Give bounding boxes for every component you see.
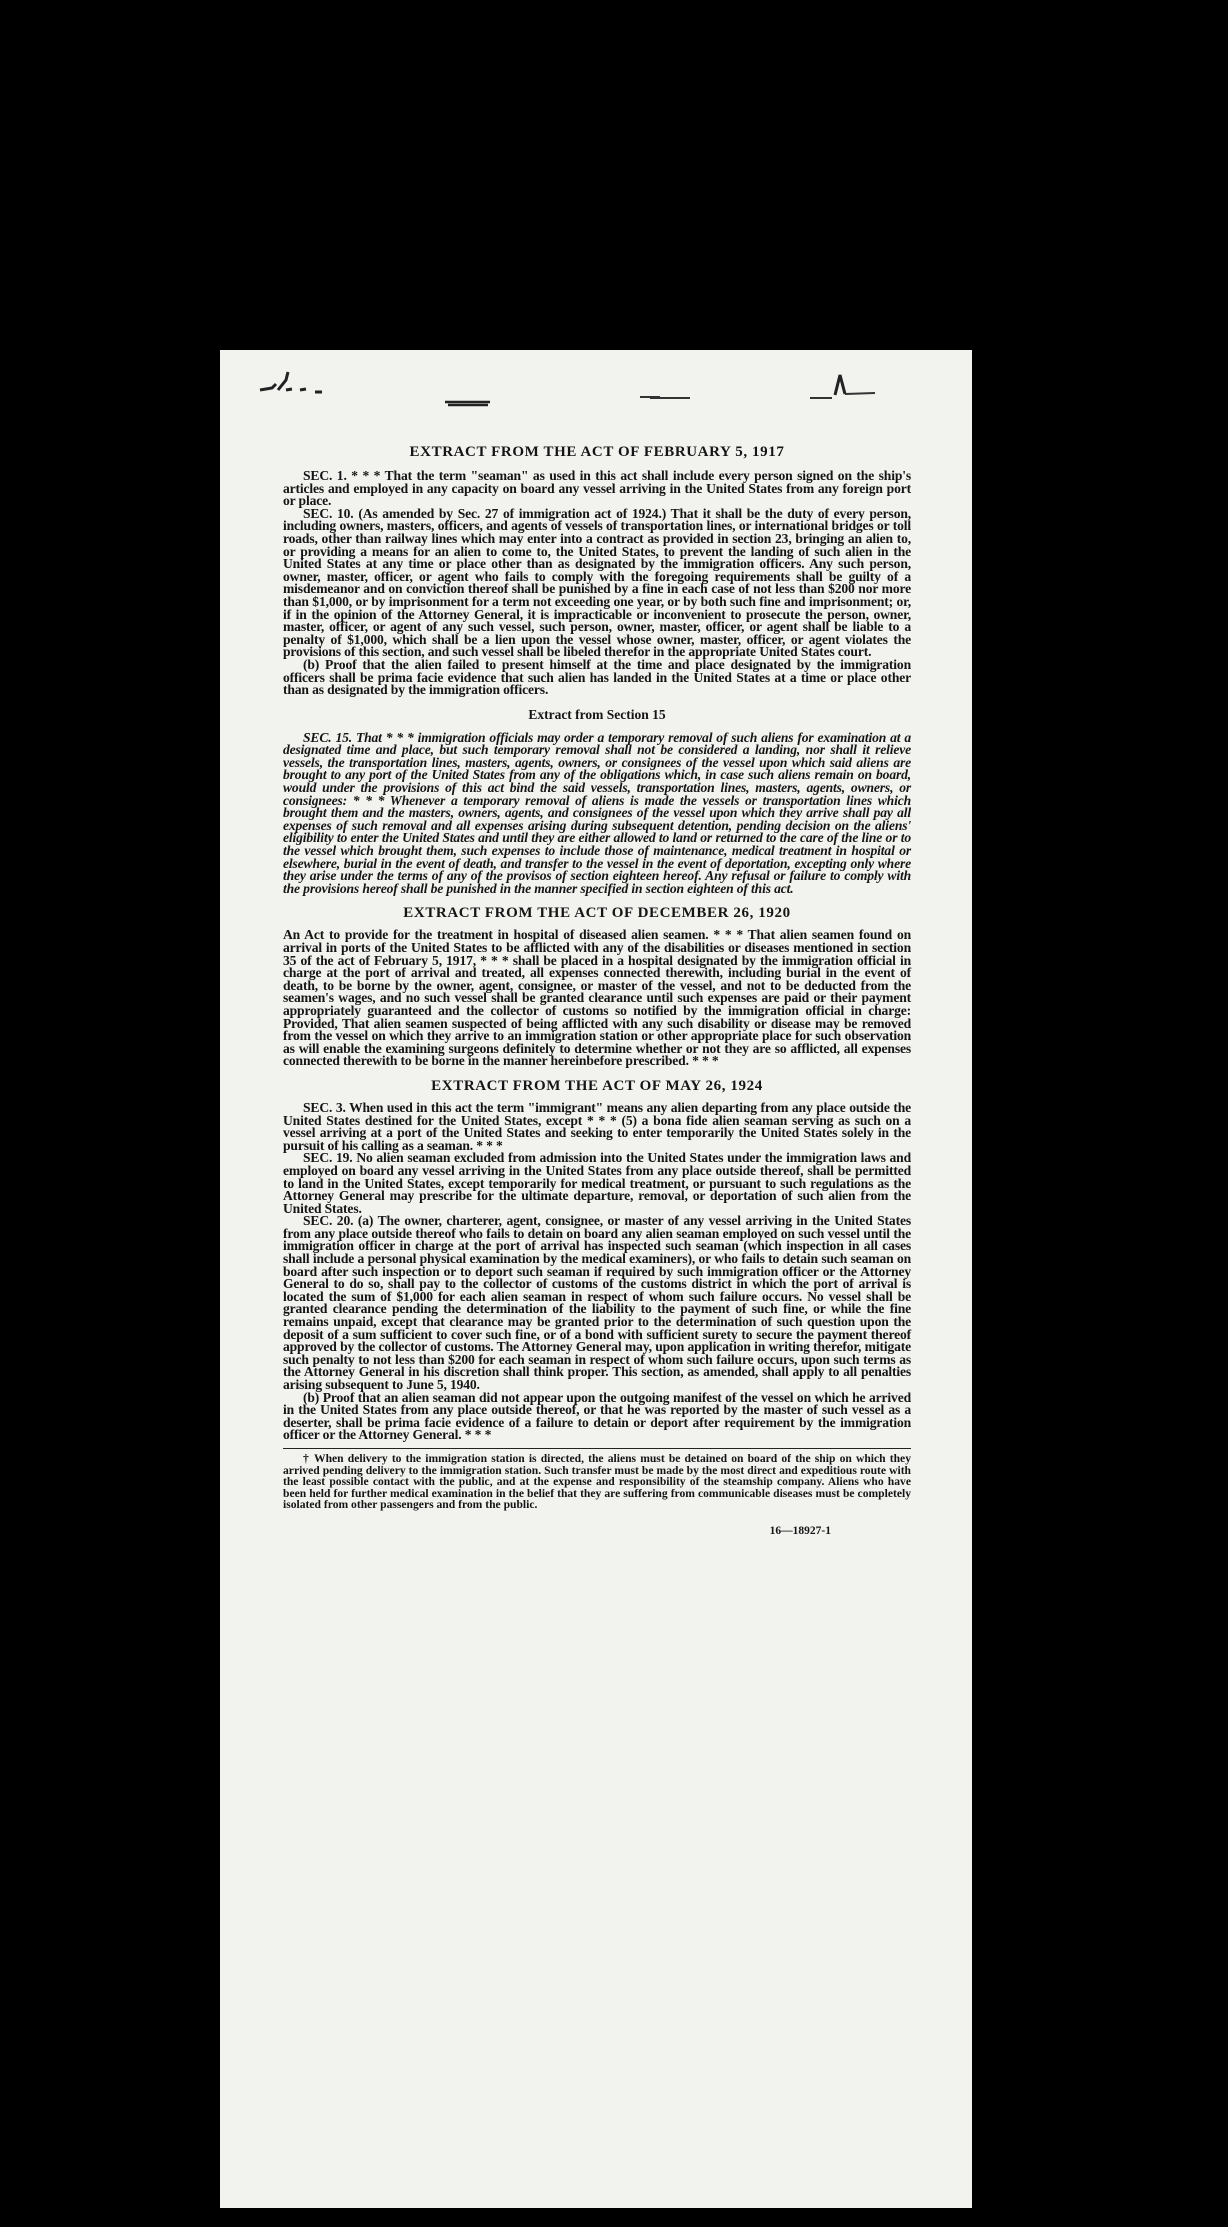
- title-act-1920: EXTRACT FROM THE ACT OF DECEMBER 26, 1920: [403, 905, 791, 922]
- title-act-1917: EXTRACT FROM THE ACT OF FEBRUARY 5, 1917: [409, 444, 785, 460]
- paragraph-sec-20-b: (b) Proof that an alien seaman did not appear upon the outgoing manifest of the vessel on which he arrived in the United States from any place outside thereof, or that he was reported by the master of such vessel as a deserter, shall be prima facie evidence of a failure to detain or deport after requirement by the immigration officer or the Attorney General. * * *: [283, 1389, 911, 1443]
- header-scan-marks: [220, 350, 972, 420]
- paragraph-act-1920: An Act to provide for the treatment in hospital of diseased alien seamen. * * * That alien seamen found on arrival in ports of the United States to be afflicted with any of the disabilities or diseases mentioned in section 35 of the act of February 5, 1917, * * * shall be placed in a hospital designated by the immigration official in charge at the port of arrival and treated, all expenses connected therewith, including burial in the event of death, to be borne by the owner, agent, consignee, or master of the vessel, and not to be deducted from the seamen's wages, and no such vessel shall be granted clearance until such expenses are paid or their payment appropriately guaranteed and the collector of customs so notified by the immigration official in charge: Provided, That alien seamen suspected of being afflicted with any such disability or disease may be removed from the vessel on which they arrive to an immigration station or other appropriate place for such observation as will enable the examining surgeons definitely to determine whether or not they are so afflicted, all expenses connected therewith to be borne in the manner hereinbefore prescribed. * * *: [283, 927, 911, 1069]
- paragraph-sec-10-b: (b) Proof that the alien failed to present himself at the time and place designated by the immigration officers shall be prima facie evidence that such alien has landed in the United States at a time or place other than as designated by the immigration officers.: [283, 656, 911, 698]
- paragraph-sec-19: SEC. 19. No alien seaman excluded from admission into the United States under the immigration laws and employed on board any vessel arriving in the United States from any place outside thereof, shall be permitted to land in the United States, except temporarily for medical treatment, or pursuant to such regulations as the Attorney General may prescribe for the ultimate departure, removal, or deportation of such alien from the United States.: [283, 1150, 911, 1216]
- paragraph-sec-1: SEC. 1. * * * That the term "seaman" as used in this act shall include every person signed on the ship's articles and employed in any capacity on board any vessel arriving in the United States from any foreign port or place.: [283, 468, 911, 509]
- title-act-1924: EXTRACT FROM THE ACT OF MAY 26, 1924: [431, 1077, 763, 1094]
- subtitle-section-15: Extract from Section 15: [528, 706, 666, 722]
- footnote: † When delivery to the immigration station is directed, the aliens must be detained on board of the ship on which they arrived pending delivery to the immigration station. Such transfer must be made by the most direct and expeditious route with the least possible contact with the public, and at the expense and responsibility of the steamship company. Aliens who have been held for further medical examination in the belief that they are suffering from communicable diseases must be completely isolated from other passengers and from the public.: [283, 1452, 911, 1512]
- paragraph-sec-15: SEC. 15. That * * * immigration officials may order a temporary removal of such aliens for examination at a designated time and place, but such temporary removal shall not be considered a landing, nor shall it relieve vessels, the transportation lines, masters, agents, owners, or consignees of the vessel upon which said aliens are brought to any port of the United States from any of the obligations which, in case such aliens remain on board, would under the provisions of this act bind the said vessels, transportation lines, masters, agents, owners, or consignees: * * * Whenever a temporary removal of aliens is made the vessels or transportation lines which brought them and the masters, owners, agents, and consignees of the vessel upon which they arrive shall pay all expenses of such removal and all expenses arising during subsequent detention, pending decision on the aliens' eligibility to enter the United States and until they are either allowed to land or returned to the care of the line or to the vessel which brought them, such expenses to include those of maintenance, medical treatment in hospital or elsewhere, burial in the event of death, and transfer to the vessel in the event of deportation, excepting only where they arise under the terms of any of the provisos of section eighteen hereof. Any refusal or failure to comply with the provisions hereof shall be punished in the manner specified in section eighteen of this act.: [283, 729, 911, 896]
- paragraph-sec-20-a: SEC. 20. (a) The owner, charterer, agent, consignee, or master of any vessel arriving in the United States from any place outside thereof who fails to detain on board any alien seaman employed on such vessel until the immigration officer in charge at the port of arrival has inspected such seaman (which inspection in all cases shall include a personal physical examination by the medical examiners), or who fails to detain such seaman on board after such inspection or to deport such seaman if required by such immigration officer or the Attorney General to do so, shall pay to the collector of customs of the customs district in which the port of arrival is located the sum of $1,000 for each alien seaman in respect of whom such failure occurs. No vessel shall be granted clearance pending the determination of the liability to the payment of such fine, or while the fine remains unpaid, except that clearance may be granted prior to the determination of such question upon the deposit of a sum sufficient to cover such fine, or of a bond with sufficient surety to secure the payment thereof approved by the collector of customs. The Attorney General may, upon application in writing therefor, mitigate such penalty to not less than $200 for each seaman in respect of whom such failure occurs, upon such terms as the Attorney General in his discretion shall think proper. This section, as amended, shall apply to all penalties arising subsequent to June 5, 1940.: [283, 1213, 911, 1392]
- document-page: [220, 350, 972, 2208]
- paragraph-sec-3: SEC. 3. When used in this act the term "immigrant" means any alien departing from any place outside the United States destined for the United States, except * * * (5) a bona fide alien seaman serving as such on a vessel arriving at a port of the United States and seeking to enter temporarily the United States solely in the pursuit of his calling as a seaman. * * *: [283, 1099, 911, 1153]
- paragraph-sec-10: SEC. 10. (As amended by Sec. 27 of immigration act of 1924.) That it shall be the duty of every person, including owners, masters, officers, and agents of vessels of transportation lines, or international bridges or toll roads, other than railway lines which may enter into a contract as provided in section 23, bringing an alien to, or providing a means for an alien to come to, the United States, to prevent the landing of such alien in the United States at any time or place other than as designated by the immigration officers. Any such person, owner, master, officer, or agent who fails to comply with the foregoing requirements shall be guilty of a misdemeanor and on conviction thereof shall be punished by a fine in each case of not less than $200 nor more than $1,000, or by imprisonment for a term not exceeding one year, or by both such fine and imprisonment; or, if in the opinion of the Attorney General, it is impracticable or inconvenient to prosecute the person, owner, master, officer, or agent of any such vessel, such person, owner, master, officer, or agent shall be liable to a penalty of $1,000, which shall be a lien upon the vessel whose owner, master, officer, or agent violates the provisions of this section, and such vessel shall be libeled therefor in the appropriate United States court.: [283, 505, 911, 660]
- form-number: 16—18927-1: [769, 1524, 831, 1537]
